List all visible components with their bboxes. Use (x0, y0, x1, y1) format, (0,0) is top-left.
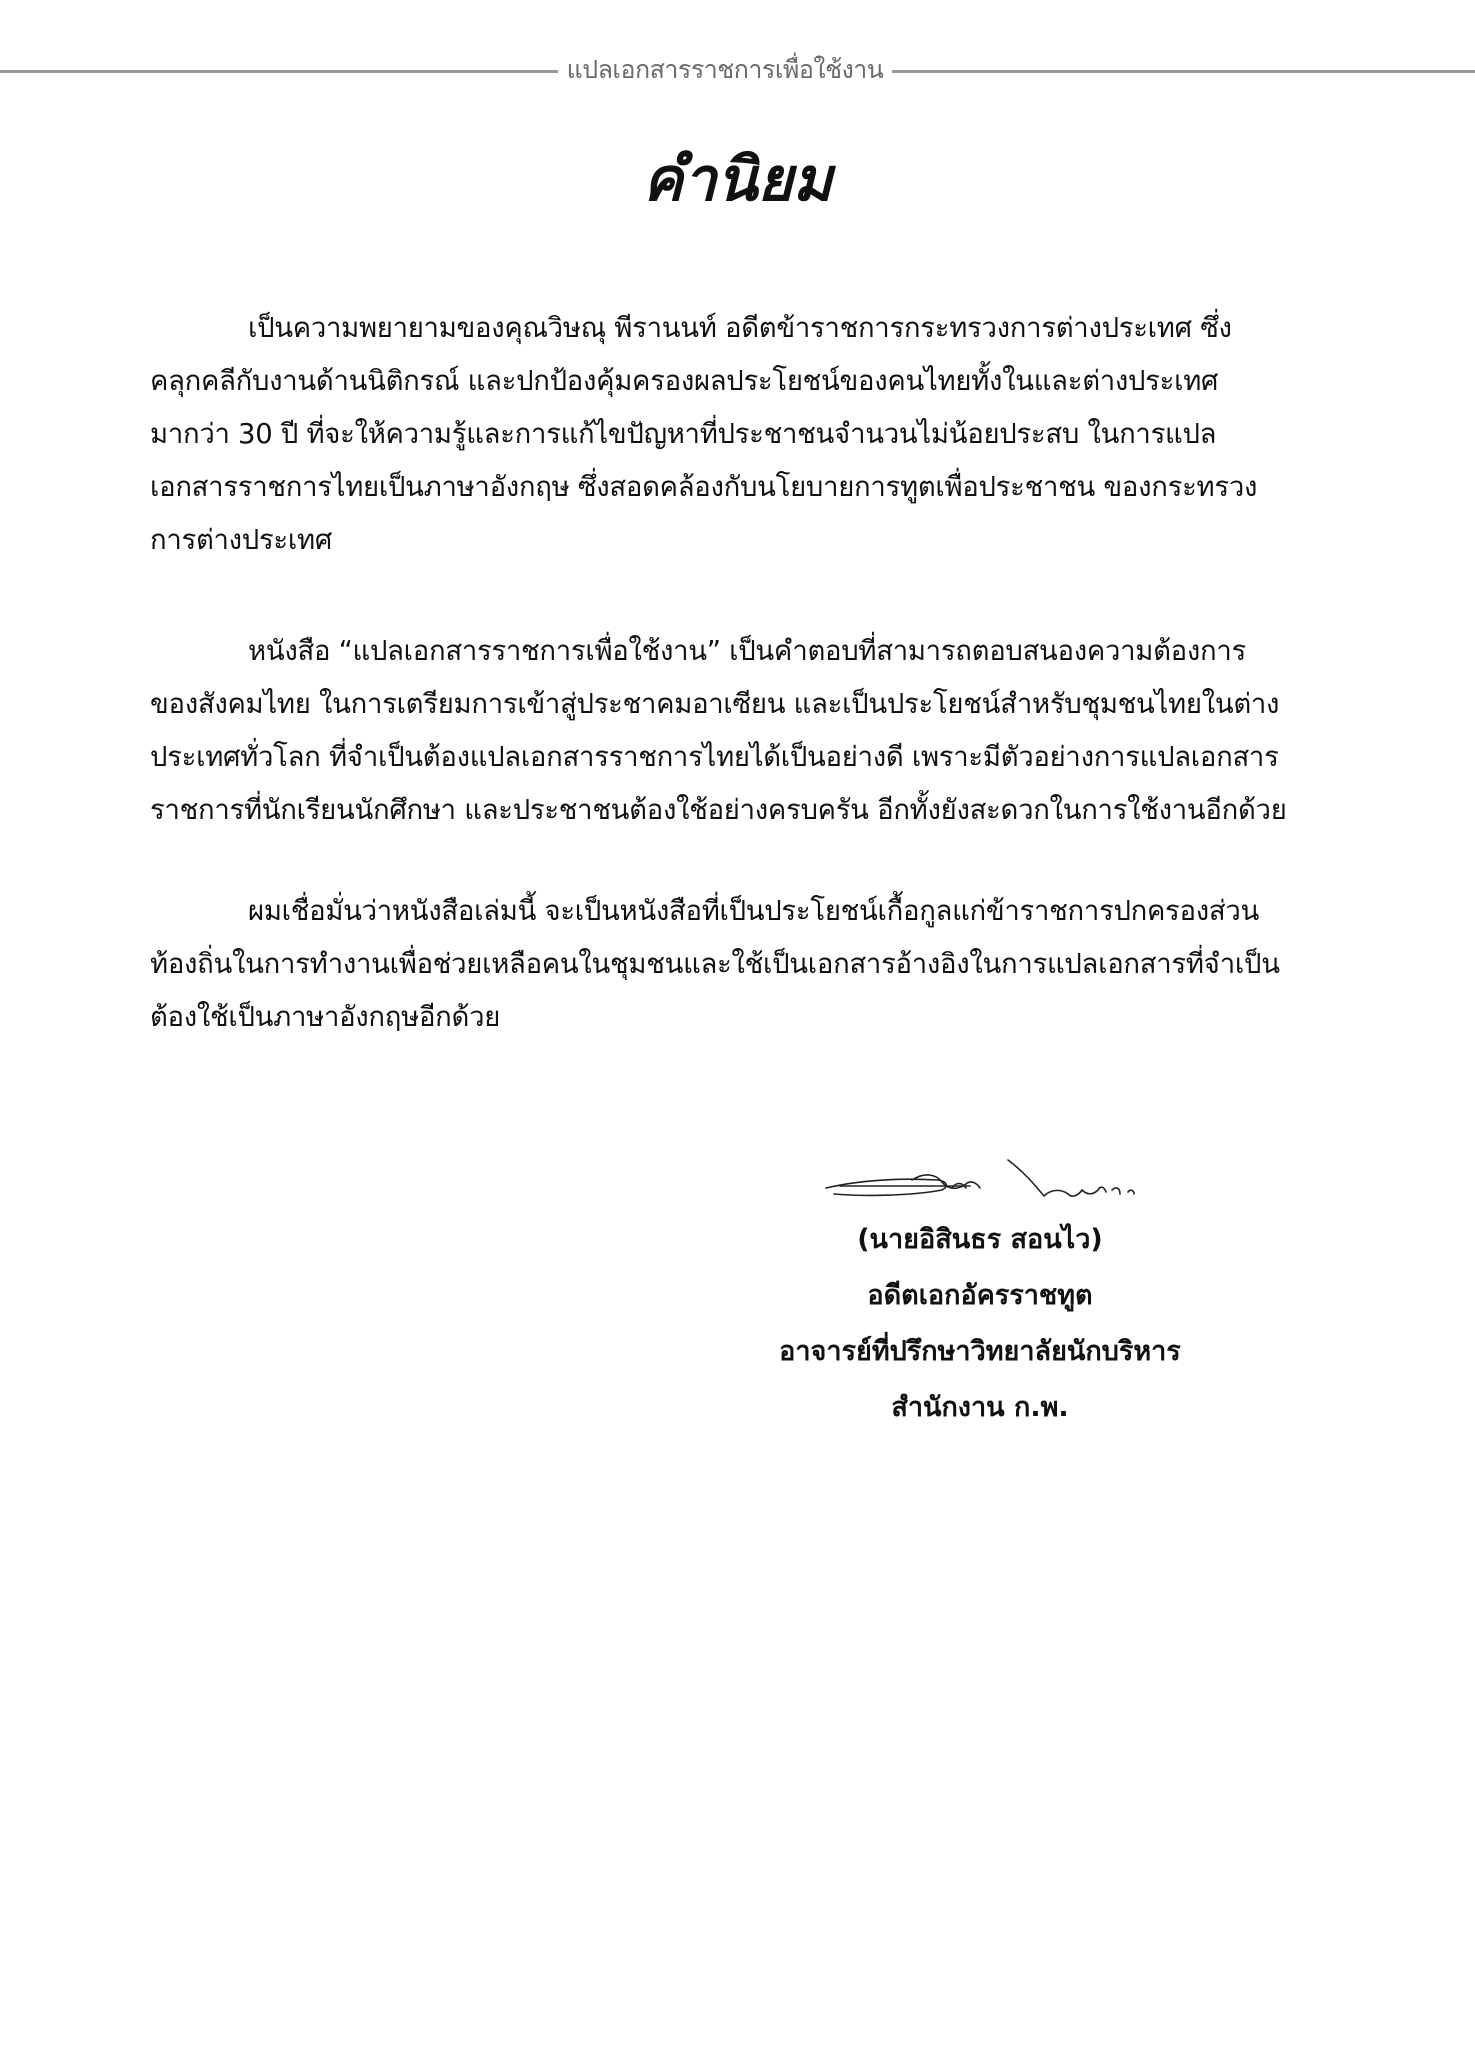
paragraph-line: ท้องถิ่นในการทำงานเพื่อช่วยเหลือคนในชุมชนและใช้เป็นเอกสารอ้างอิงในการแปลเอกสารที่จำเป็น (150, 948, 1280, 980)
paragraph-line: คลุกคลีกับงานด้านนิติกรณ์ และปกป้องคุ้มครองผลประโยชน์ของคนไทยทั้งในและต่างประเทศ (150, 365, 1219, 397)
paragraph-line: เป็นความพยายามของคุณวิษณุ พีรานนท์ อดีตข้าราชการกระทรวงการต่างประเทศ ซึ่ง (248, 312, 1232, 344)
paragraph-line: ราชการที่นักเรียนนักศึกษา และประชาชนต้องใช้อย่างครบครัน อีกทั้งยังสะดวกในการใช้งานอีกด้วย (150, 794, 1287, 826)
running-header-title: แปลเอกสารราชการเพื่อใช้งาน (566, 55, 884, 84)
signatory-position-1: อดีตเอกอัครราชทูต (867, 1280, 1093, 1311)
signatory-name: (นายอิสินธร สอนไว) (857, 1224, 1103, 1255)
paragraph-3 (150, 885, 1328, 1044)
header-rule-right (892, 70, 1475, 73)
paragraph-line: ผมเชื่อมั่นว่าหนังสือเล่มนี้ จะเป็นหนังสือที่เป็นประโยชน์เกื้อกูลแก่ข้าราชการปกครองส่วน (248, 895, 1259, 927)
page-title: คำนิยม (642, 145, 833, 215)
handwritten-signature (820, 1150, 1150, 1208)
header-rule-left (0, 70, 558, 73)
paragraph-line: มากว่า 30 ปี ที่จะให้ความรู้และการแก้ไขปัญหาที่ประชาชนจำนวนไม่น้อยประสบ ในการแปล (150, 418, 1217, 450)
paragraph-line: หนังสือ “แปลเอกสารราชการเพื่อใช้งาน” เป็นคำตอบที่สามารถตอบสนองความต้องการ (248, 635, 1246, 667)
paragraph-line: เอกสารราชการไทยเป็นภาษาอังกฤษ ซึ่งสอดคล้องกับนโยบายการทูตเพื่อประชาชน ของกระทรวง (150, 471, 1258, 503)
signatory-position-2: อาจารย์ที่ปรึกษาวิทยาลัยนักบริหาร (779, 1336, 1181, 1367)
paragraph-2 (150, 625, 1328, 837)
paragraph-line: ประเทศทั่วโลก ที่จำเป็นต้องแปลเอกสารราชการไทยได้เป็นอย่างดี เพราะมีตัวอย่างการแปลเอกสาร (150, 741, 1279, 773)
paragraph-1 (150, 302, 1328, 567)
signature-block (700, 1212, 1260, 1436)
paragraph-line: การต่างประเทศ (150, 524, 332, 556)
paragraph-line: ต้องใช้เป็นภาษาอังกฤษอีกด้วย (150, 1001, 501, 1033)
signatory-organization: สำนักงาน ก.พ. (891, 1392, 1069, 1423)
paragraph-line: ของสังคมไทย ในการเตรียมการเข้าสู่ประชาคมอาเซียน และเป็นประโยชน์สำหรับชุมชนไทยในต่าง (150, 688, 1280, 720)
